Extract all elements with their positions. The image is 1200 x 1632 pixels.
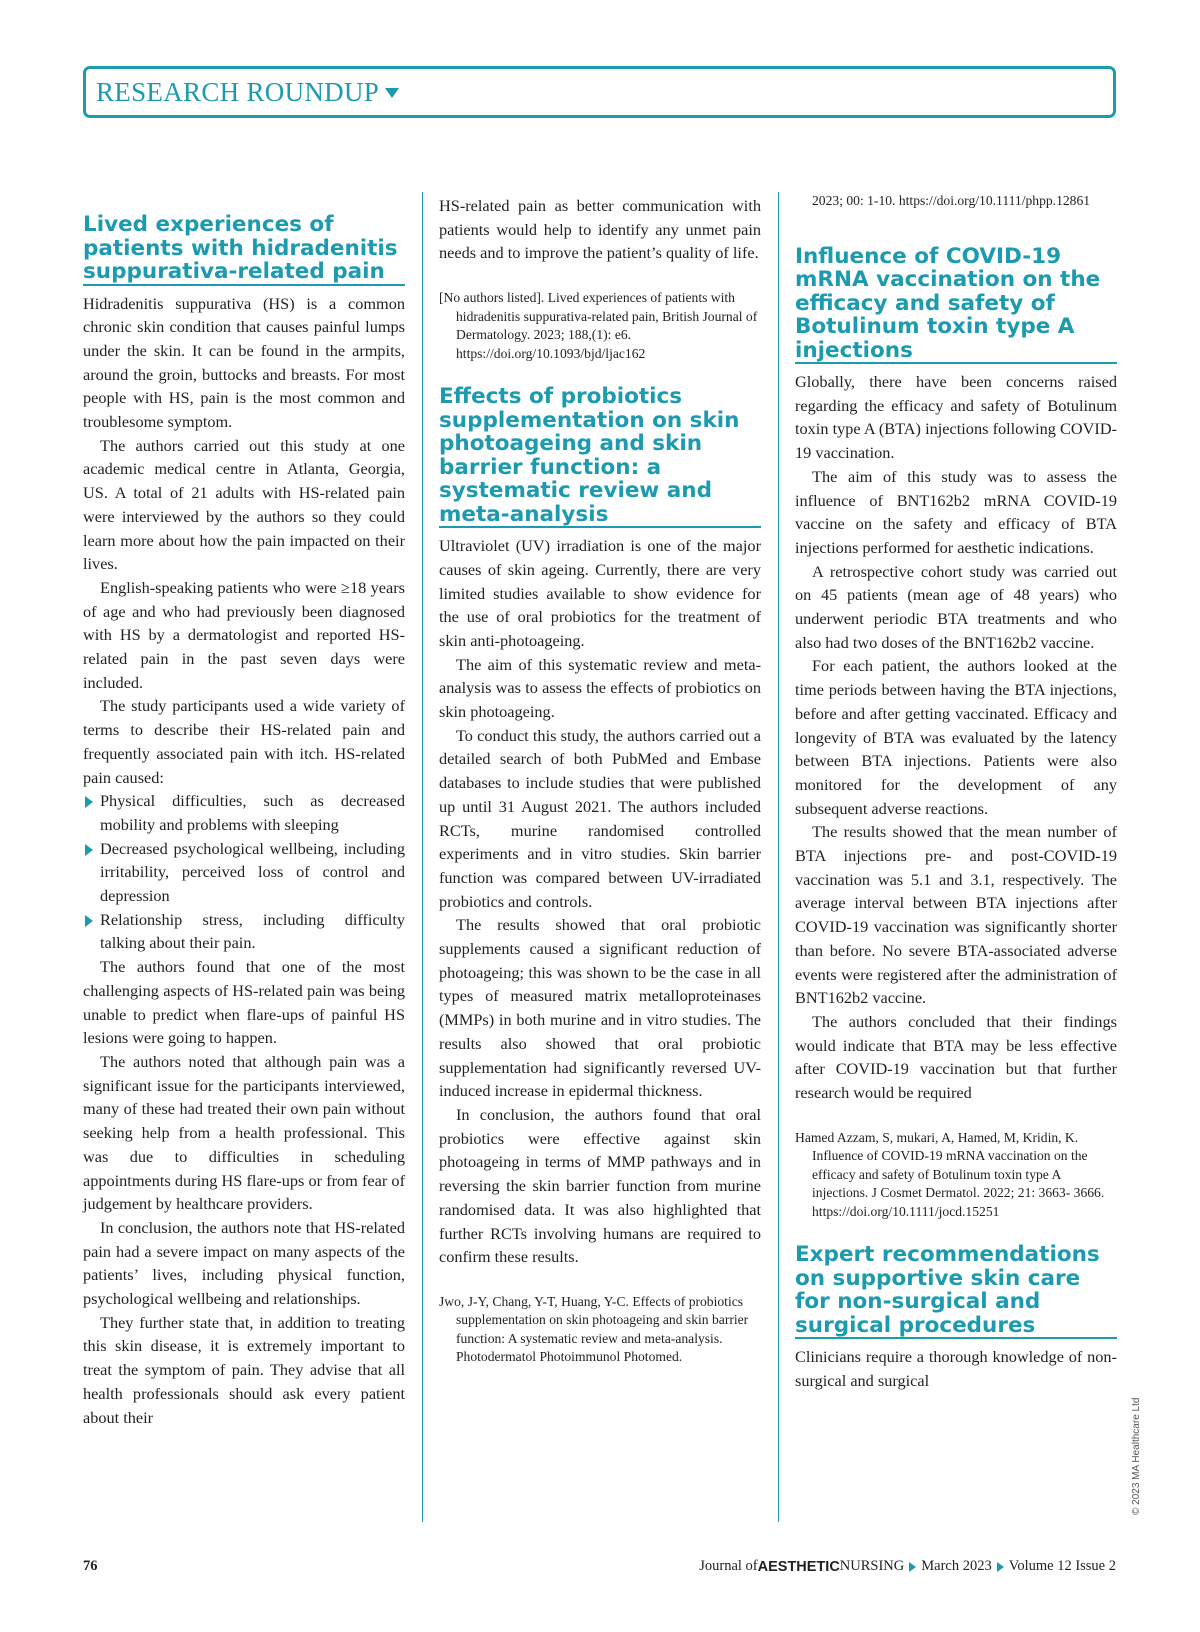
bullet-list — [83, 789, 405, 955]
triangle-down-icon — [385, 88, 399, 98]
triangle-right-icon — [909, 1562, 916, 1572]
body-paragraph: The authors concluded that their findings would indicate that BTA may be less effective after COVID-19 vaccination but that further research would be required — [795, 1011, 1117, 1103]
journal-footer — [699, 1558, 1116, 1575]
section-title: RESEARCH ROUNDUP — [96, 76, 380, 107]
bullet-item — [83, 908, 405, 955]
reference: [No authors listed]. Lived experiences of patients with hidradenitis suppurativa-related pain, British Journal of Dermatology. 2023; 188,(1): e6. https://doi.org/10.1093/bjd/ljac162 — [439, 290, 758, 361]
triangle-right-icon — [85, 915, 93, 927]
body-paragraph: The aim of this study was to assess the influence of BNT162b2 mRNA COVID-19 vaccine on the safety and efficacy of BTA injections performed for aesthetic indications. — [795, 466, 1117, 557]
body-paragraph: The authors found that one of the most challenging aspects of HS-related pain was being unable to predict when flare-ups of painful HS lesions were going to happen. — [83, 957, 405, 1048]
body-paragraph: The results showed that the mean number of BTA injections pre- and post-COVID-19 vaccination was 5.1 and 3.1, respectively. The average interval between BTA injections after COVID-19 vaccination was significantly shorter than before. No severe BTA-associated adverse events were registered after the administration of BNT162b2 vaccine. — [795, 822, 1117, 1008]
article-title: Expert recommendations on supportive skin care for non-surgical and surgical procedures — [795, 1243, 1117, 1339]
bullet-text: Physical difficulties, such as decreased mobility and problems with sleeping — [100, 791, 405, 834]
article-title: Lived experiences of patients with hidradenitis suppurativa-related pain — [83, 213, 405, 286]
body-paragraph: To conduct this study, the authors carried out a detailed search of both PubMed and Embase databases to include studies that were published up until 31 August 2021. The authors included RCTs, murine randomised controlled experiments and in vitro studies. Skin barrier function was compared between UV-irradiated probiotics and controls. — [439, 725, 761, 911]
article-title: Influence of COVID-19 mRNA vaccination on the efficacy and safety of Botulinum toxin type A injections — [795, 245, 1117, 365]
issue-date: March 2023 — [921, 1558, 992, 1574]
journal-prefix: Journal of — [699, 1558, 758, 1574]
body-paragraph: For each patient, the authors looked at the time periods between having the BTA injections, before and after getting vaccinated. Efficacy and longevity of BTA was evaluated by the latency between BTA injections. Patients were also monitored for the development of any subsequent adverse reactions. — [795, 656, 1117, 818]
triangle-right-icon — [85, 844, 93, 856]
body-paragraph: The authors carried out this study at one academic medical centre in Atlanta, Georgia, US. A total of 21 adults with HS-related pain were interviewed by the authors so they could learn more about how the pain impacted on their lives. — [83, 435, 405, 574]
page-number: 76 — [83, 1558, 98, 1574]
column-divider — [422, 192, 423, 1522]
bullet-item — [83, 789, 405, 836]
body-paragraph: The results showed that oral probiotic supplements caused a significant reduction of photoageing; this was shown to be the case in all types of measured matrix metalloproteinases (MMPs) in both murine and in vitro studies. The results also showed that oral probiotic supplementation had significantly reversed UV-induced increase in epidermal thickness. — [439, 915, 761, 1101]
triangle-right-icon — [85, 796, 93, 808]
copyright-notice: © 2023 MA Healthcare Ltd — [1131, 1397, 1142, 1515]
volume-issue: Volume 12 Issue 2 — [1008, 1558, 1116, 1574]
body-paragraph: They further state that, in addition to treating this skin disease, it is extremely important to treat the symptom of pain. They advise that all health professionals should ask every patient about their — [83, 1312, 405, 1427]
bullet-item — [83, 837, 405, 908]
body-paragraph: Ultraviolet (UV) irradiation is one of the major causes of skin ageing. Currently, there are very limited studies available to show evidence for the use of oral probiotics for the treatment of skin anti-photoageing. — [439, 536, 761, 650]
body-paragraph: English-speaking patients who were ≥18 years of age and who had previously been diagnosed with HS by a dermatologist and reported HS-related pain in the past seven days were included. — [83, 577, 405, 692]
body-paragraph: Globally, there have been concerns raised regarding the efficacy and safety of Botulinum toxin type A (BTA) injections following COVID-19 vaccination. — [795, 372, 1117, 463]
body-paragraph: Hidradenitis suppurativa (HS) is a common chronic skin condition that causes painful lumps under the skin. It can be found in the armpits, around the groin, buttocks and breasts. For most people with HS, pain is the most common and troublesome symptom. — [83, 293, 405, 432]
body-paragraph: In conclusion, the authors found that oral probiotics were effective against skin photoageing in terms of MMP pathways and in reversing the skin barrier function from murine randomised data. It was also highlighted that further RCTs involving humans are required to confirm these results. — [439, 1104, 761, 1267]
body-paragraph: In conclusion, the authors note that HS-related pain had a severe impact on many aspects of the patients’ lives, including physical function, psychological wellbeing and relationships. — [83, 1217, 405, 1309]
column-2 — [439, 194, 761, 1367]
journal-suffix: NURSING — [839, 1558, 905, 1574]
bullet-text: Relationship stress, including difficulty talking about their pain. — [100, 909, 405, 953]
body-paragraph: HS-related pain as better communication with patients would help to identify any unmet pain needs and to improve the patient’s quality of life. — [439, 196, 761, 263]
bullet-text: Decreased psychological wellbeing, including irritability, perceived loss of control and depression — [100, 838, 405, 906]
body-paragraph: Clinicians require a thorough knowledge of non-surgical and surgical — [795, 1347, 1117, 1390]
body-paragraph: A retrospective cohort study was carried out on 45 patients (mean age of 48 years) who underwent periodic BTA treatments and who also had two doses of the BNT162b2 vaccine. — [795, 561, 1117, 652]
column-3 — [795, 192, 1117, 1393]
column-1 — [83, 213, 405, 1429]
reference: Hamed Azzam, S, mukari, A, Hamed, M, Kridin, K. Influence of COVID-19 mRNA vaccination on the efficacy and safety of Botulinum toxin type A injections. J Cosmet Dermatol. 2022; 21: 3663- 3666. https://doi.org/10.1111/jocd.15251 — [795, 1129, 1105, 1219]
section-header — [83, 66, 1116, 118]
column-divider — [778, 192, 779, 1522]
body-paragraph: The aim of this systematic review and meta-analysis was to assess the effects of probiotics on skin photoageing. — [439, 654, 761, 722]
reference-continued: 2023; 00: 1-10. https://doi.org/10.1111/phpp.12861 — [812, 193, 1091, 208]
body-paragraph: The study participants used a wide variety of terms to describe their HS-related pain and frequently associated pain with itch. HS-related pain caused: — [83, 696, 405, 787]
reference: Jwo, J-Y, Chang, Y-T, Huang, Y-C. Effects of probiotics supplementation on skin photoageing and skin barrier function: A systematic review and meta-analysis. Photodermatol Photoimmunol Photomed. — [439, 1293, 749, 1365]
article-title: Effects of probiotics supplementation on skin photoageing and skin barrier function: a systematic review and meta-analysis — [439, 385, 761, 528]
body-paragraph: The authors noted that although pain was a significant issue for the participants interviewed, many of these had treated their own pain without seeking help from a health professional. This was due to difficulties in scheduling appointments during HS flare-ups or from fear of judgement by healthcare providers. — [83, 1052, 405, 1214]
triangle-right-icon — [997, 1562, 1004, 1572]
journal-name-bold: AESTHETIC — [757, 1558, 840, 1575]
